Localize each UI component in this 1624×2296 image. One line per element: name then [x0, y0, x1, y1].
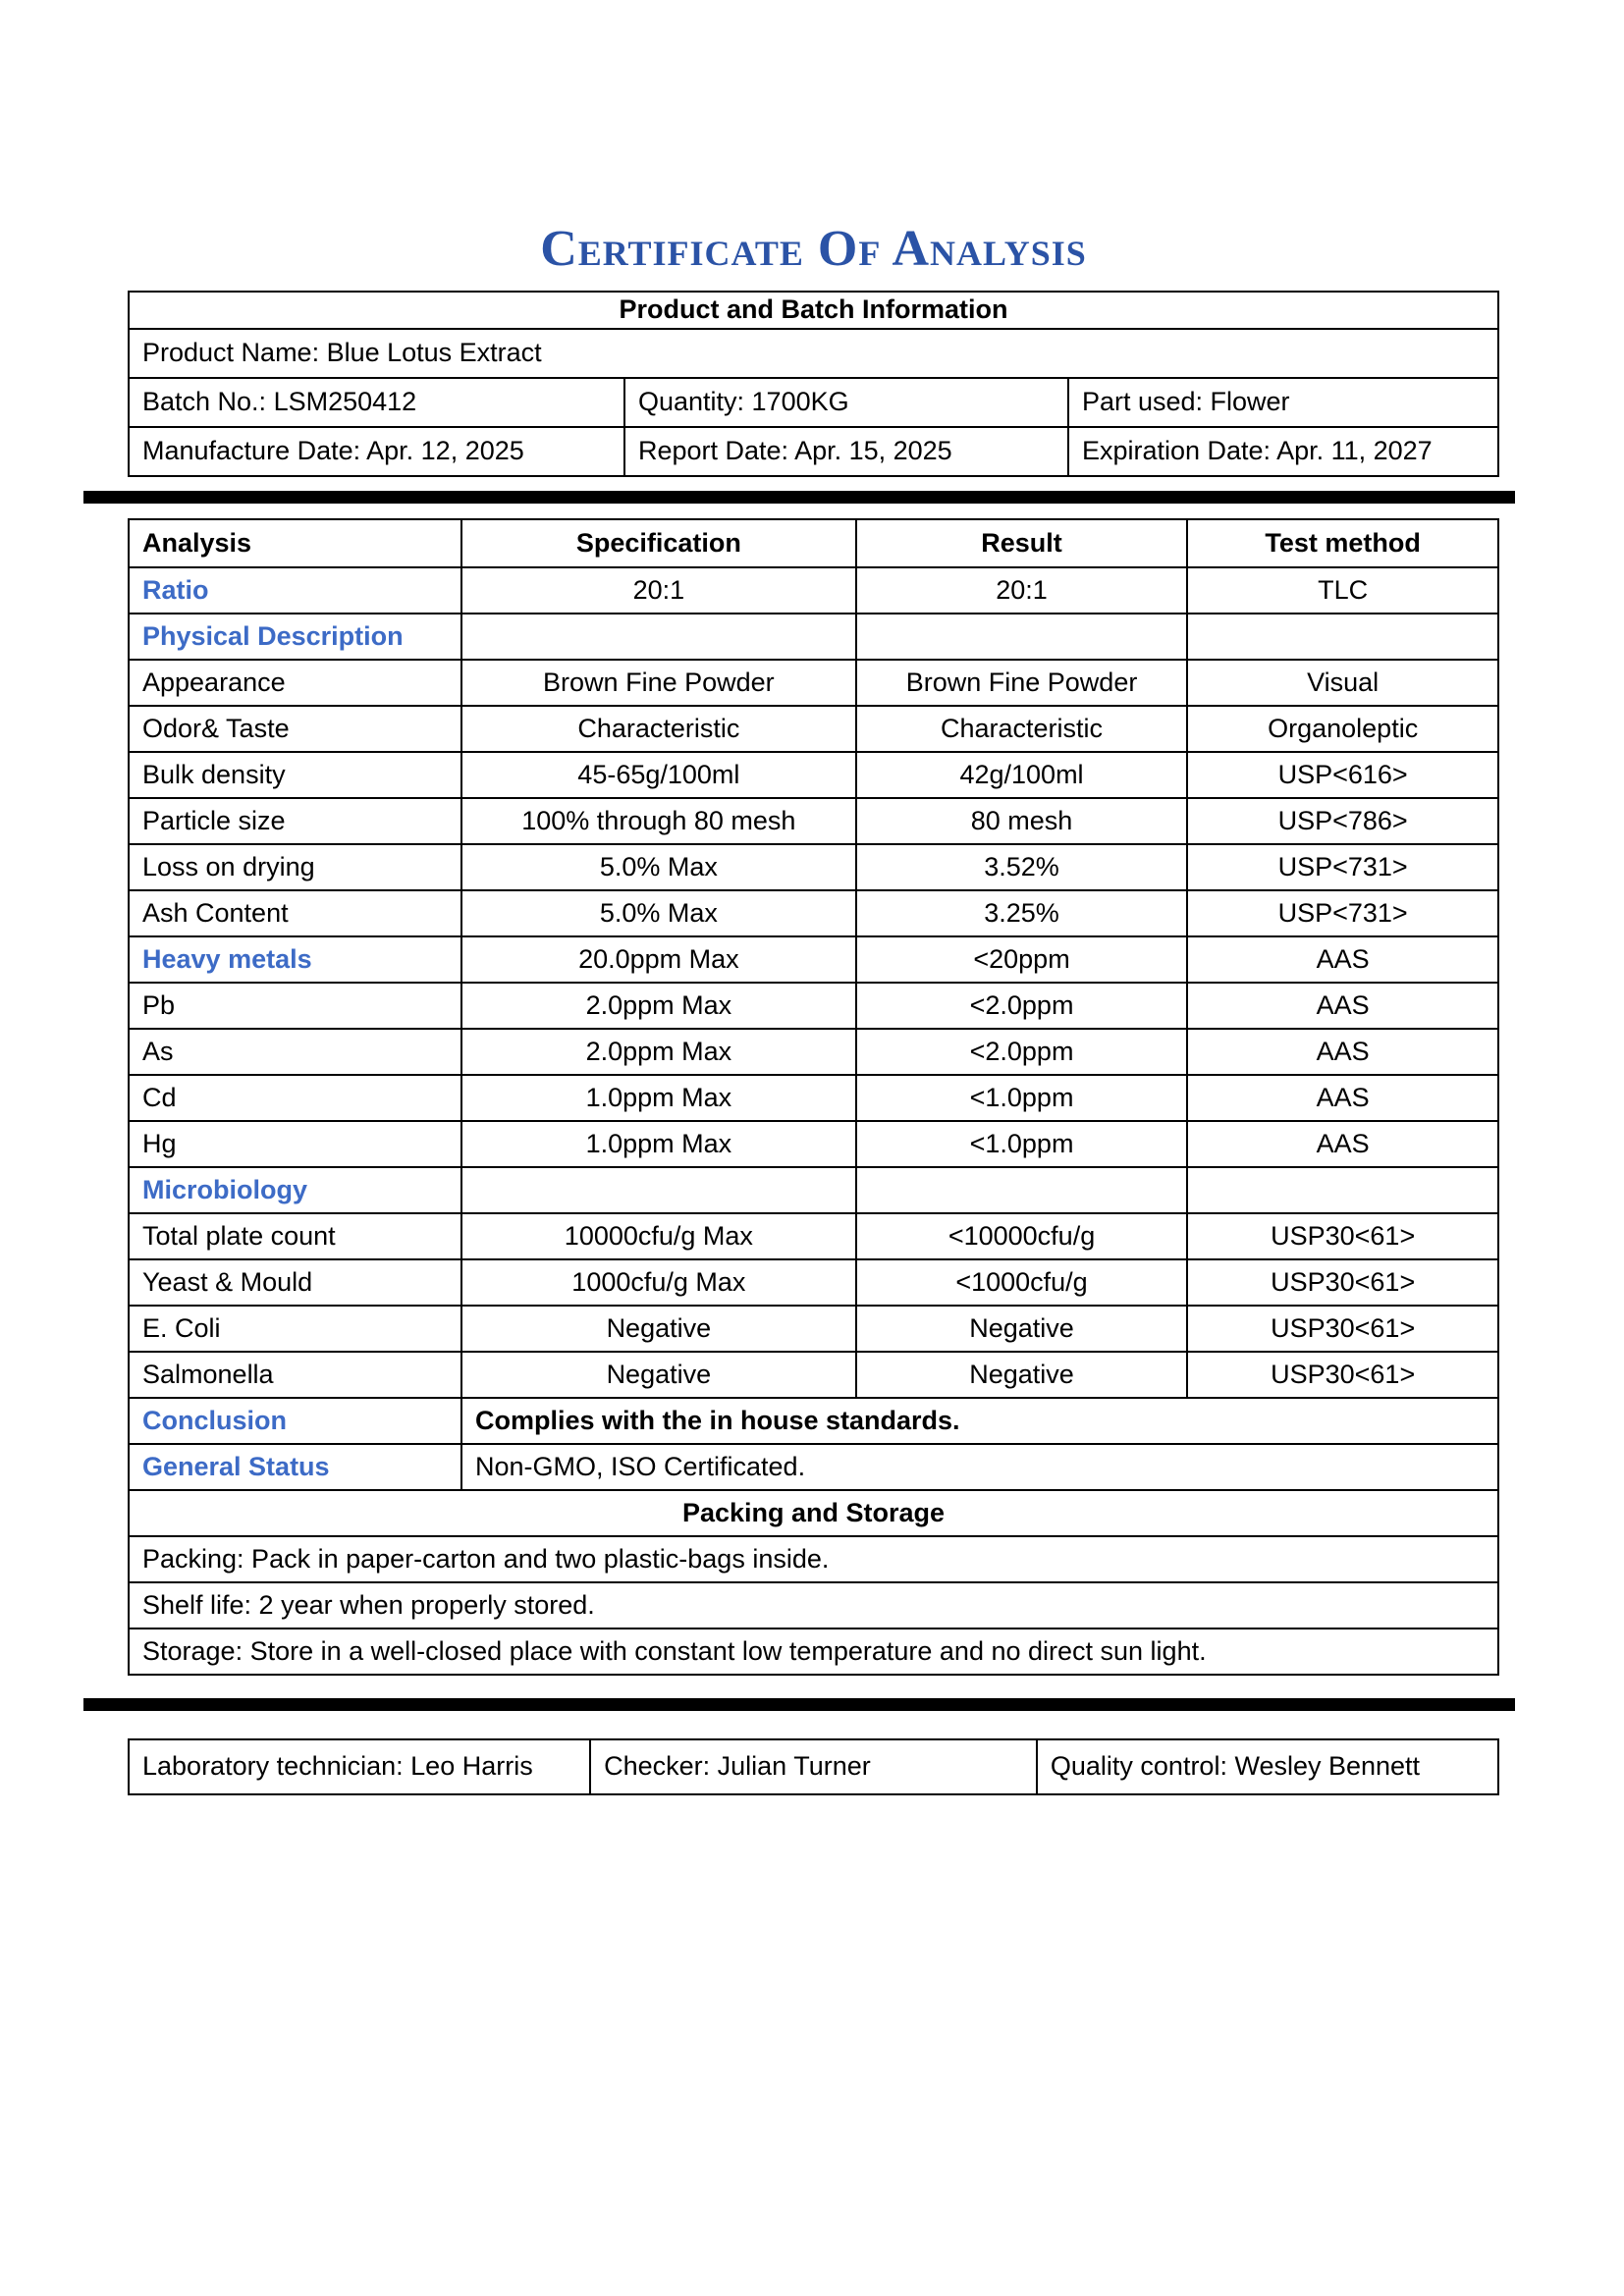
batch-no-cell: Batch No.: LSM250412: [129, 378, 624, 427]
analysis-table-footer-rows: [129, 1398, 1498, 1675]
result-cell: <10000cfu/g: [856, 1213, 1188, 1259]
analysis-name-cell: Pb: [129, 983, 461, 1029]
analysis-name-cell: Ash Content: [129, 890, 461, 936]
analysis-name-cell: Heavy metals: [129, 936, 461, 983]
analysis-row: [129, 890, 1498, 936]
result-cell: 42g/100ml: [856, 752, 1188, 798]
divider-rule-bottom: [83, 1698, 1515, 1711]
result-cell: <1.0ppm: [856, 1075, 1188, 1121]
specification-cell: 5.0% Max: [461, 890, 856, 936]
specification-cell: 45-65g/100ml: [461, 752, 856, 798]
analysis-row: [129, 936, 1498, 983]
specification-column-header: Specification: [461, 519, 856, 567]
test-method-cell: [1187, 1167, 1498, 1213]
analysis-name-cell: Total plate count: [129, 1213, 461, 1259]
divider-rule-top: [83, 491, 1515, 504]
batch-row: [129, 378, 1498, 427]
test-method-cell: [1187, 614, 1498, 660]
analysis-name-cell: Cd: [129, 1075, 461, 1121]
test-method-cell: Visual: [1187, 660, 1498, 706]
result-cell: 3.25%: [856, 890, 1188, 936]
result-cell: Negative: [856, 1306, 1188, 1352]
specification-cell: [461, 614, 856, 660]
test-method-cell: USP<731>: [1187, 844, 1498, 890]
page-title: Certificate Of Analysis: [540, 221, 1087, 277]
analysis-row: [129, 1259, 1498, 1306]
test-method-cell: USP30<61>: [1187, 1352, 1498, 1398]
analysis-name-cell: Microbiology: [129, 1167, 461, 1213]
test-method-cell: USP<786>: [1187, 798, 1498, 844]
test-method-cell: AAS: [1187, 1075, 1498, 1121]
product-name-row: [129, 329, 1498, 378]
analysis-column-header: Analysis: [129, 519, 461, 567]
product-name-cell: Product Name: Blue Lotus Extract: [129, 329, 1498, 378]
analysis-row: [129, 983, 1498, 1029]
specification-cell: 5.0% Max: [461, 844, 856, 890]
specification-cell: 2.0ppm Max: [461, 983, 856, 1029]
specification-cell: 2.0ppm Max: [461, 1029, 856, 1075]
certificate-content: [128, 0, 1499, 1795]
analysis-name-cell: Ratio: [129, 567, 461, 614]
storage-row: [129, 1629, 1498, 1675]
analysis-row: [129, 1167, 1498, 1213]
analysis-row: [129, 660, 1498, 706]
test-method-cell: Organoleptic: [1187, 706, 1498, 752]
result-cell: 80 mesh: [856, 798, 1188, 844]
specification-cell: Negative: [461, 1352, 856, 1398]
result-cell: [856, 1167, 1188, 1213]
packing-storage-header-row: [129, 1490, 1498, 1536]
analysis-name-cell: Yeast & Mould: [129, 1259, 461, 1306]
test-method-cell: USP30<61>: [1187, 1259, 1498, 1306]
test-method-cell: AAS: [1187, 1029, 1498, 1075]
general-status-value-cell: Non-GMO, ISO Certificated.: [461, 1444, 1498, 1490]
analysis-row: [129, 844, 1498, 890]
analysis-row: [129, 1352, 1498, 1398]
analysis-row: [129, 798, 1498, 844]
analysis-name-cell: Appearance: [129, 660, 461, 706]
specification-cell: [461, 1167, 856, 1213]
conclusion-label-cell: Conclusion: [129, 1398, 461, 1444]
test-method-cell: AAS: [1187, 936, 1498, 983]
test-method-cell: USP30<61>: [1187, 1213, 1498, 1259]
specification-cell: Characteristic: [461, 706, 856, 752]
test-method-column-header: Test method: [1187, 519, 1498, 567]
analysis-row: [129, 614, 1498, 660]
result-cell: 20:1: [856, 567, 1188, 614]
analysis-name-cell: Salmonella: [129, 1352, 461, 1398]
result-cell: 3.52%: [856, 844, 1188, 890]
specification-cell: 1.0ppm Max: [461, 1121, 856, 1167]
test-method-cell: USP30<61>: [1187, 1306, 1498, 1352]
specification-cell: 100% through 80 mesh: [461, 798, 856, 844]
manufacture-date-cell: Manufacture Date: Apr. 12, 2025: [129, 427, 624, 476]
specification-cell: Brown Fine Powder: [461, 660, 856, 706]
quantity-cell: Quantity: 1700KG: [624, 378, 1068, 427]
analysis-name-cell: Odor& Taste: [129, 706, 461, 752]
analysis-name-cell: Hg: [129, 1121, 461, 1167]
specification-cell: 10000cfu/g Max: [461, 1213, 856, 1259]
batch-header-row: [129, 292, 1498, 329]
specification-cell: Negative: [461, 1306, 856, 1352]
packing-storage-title: Packing and Storage: [129, 1490, 1498, 1536]
test-method-cell: USP<731>: [1187, 890, 1498, 936]
analysis-row: [129, 752, 1498, 798]
report-date-cell: Report Date: Apr. 15, 2025: [624, 427, 1068, 476]
conclusion-value-cell: Complies with the in house standards.: [461, 1398, 1498, 1444]
result-cell: Negative: [856, 1352, 1188, 1398]
specification-cell: 1000cfu/g Max: [461, 1259, 856, 1306]
general-status-row: [129, 1444, 1498, 1490]
analysis-name-cell: As: [129, 1029, 461, 1075]
test-method-cell: AAS: [1187, 983, 1498, 1029]
analysis-row: [129, 1121, 1498, 1167]
dates-row: [129, 427, 1498, 476]
analysis-table-body: [129, 567, 1498, 1398]
packing-cell: Packing: Pack in paper-carton and two plastic-bags inside.: [129, 1536, 1498, 1582]
analysis-header-row: [129, 519, 1498, 567]
analysis-row: [129, 1213, 1498, 1259]
quality-control-cell: Quality control: Wesley Bennett: [1037, 1739, 1498, 1794]
batch-info-table: [128, 291, 1499, 477]
test-method-cell: USP<616>: [1187, 752, 1498, 798]
analysis-row: [129, 1075, 1498, 1121]
result-cell: <2.0ppm: [856, 983, 1188, 1029]
shelf-life-row: [129, 1582, 1498, 1629]
part-used-cell: Part used: Flower: [1068, 378, 1498, 427]
result-cell: [856, 614, 1188, 660]
analysis-name-cell: Loss on drying: [129, 844, 461, 890]
conclusion-row: [129, 1398, 1498, 1444]
test-method-cell: AAS: [1187, 1121, 1498, 1167]
analysis-name-cell: E. Coli: [129, 1306, 461, 1352]
test-method-cell: TLC: [1187, 567, 1498, 614]
batch-table-title: Product and Batch Information: [129, 292, 1498, 329]
analysis-table: [128, 518, 1499, 1676]
result-cell: Characteristic: [856, 706, 1188, 752]
general-status-label-cell: General Status: [129, 1444, 461, 1490]
result-cell: <1.0ppm: [856, 1121, 1188, 1167]
signatures-table: [128, 1738, 1499, 1795]
specification-cell: 20.0ppm Max: [461, 936, 856, 983]
shelf-life-cell: Shelf life: 2 year when properly stored.: [129, 1582, 1498, 1629]
result-cell: <20ppm: [856, 936, 1188, 983]
analysis-row: [129, 567, 1498, 614]
result-cell: Brown Fine Powder: [856, 660, 1188, 706]
result-cell: <1000cfu/g: [856, 1259, 1188, 1306]
lab-technician-cell: Laboratory technician: Leo Harris: [129, 1739, 590, 1794]
result-cell: <2.0ppm: [856, 1029, 1188, 1075]
analysis-row: [129, 1029, 1498, 1075]
analysis-row: [129, 1306, 1498, 1352]
analysis-row: [129, 706, 1498, 752]
expiration-date-cell: Expiration Date: Apr. 11, 2027: [1068, 427, 1498, 476]
specification-cell: 1.0ppm Max: [461, 1075, 856, 1121]
signatures-row: [129, 1739, 1498, 1794]
packing-row: [129, 1536, 1498, 1582]
checker-cell: Checker: Julian Turner: [590, 1739, 1037, 1794]
analysis-name-cell: Bulk density: [129, 752, 461, 798]
result-column-header: Result: [856, 519, 1188, 567]
analysis-name-cell: Physical Description: [129, 614, 461, 660]
storage-cell: Storage: Store in a well-closed place with constant low temperature and no direct sun light.: [129, 1629, 1498, 1675]
specification-cell: 20:1: [461, 567, 856, 614]
analysis-name-cell: Particle size: [129, 798, 461, 844]
